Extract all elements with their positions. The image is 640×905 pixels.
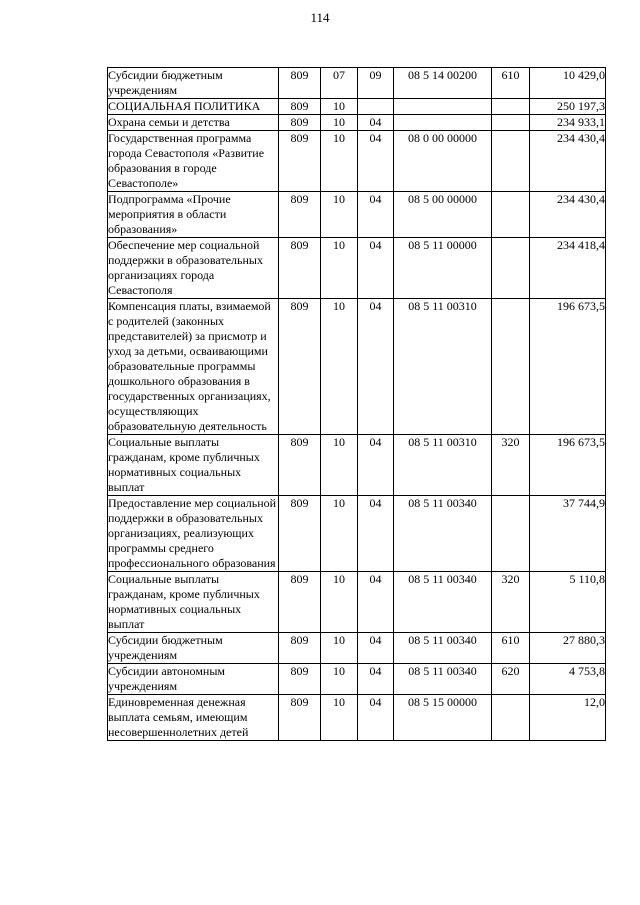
row-ved: 809 <box>279 572 321 633</box>
row-amount: 37 744,9 <box>530 496 606 572</box>
row-pr: 04 <box>358 192 394 238</box>
row-ved: 809 <box>279 435 321 496</box>
row-name: Компенсация платы, взимаемой с родителей (законных представителей) за присмотр и уход за детьми, осваивающими образовательные программы дошкольного образования в государственных организациях, осуществляющих образовательную деятельность <box>108 299 279 435</box>
row-rz: 10 <box>321 572 358 633</box>
row-vr <box>492 496 530 572</box>
row-amount: 4 753,8 <box>530 664 606 695</box>
row-pr: 04 <box>358 633 394 664</box>
row-csr: 08 5 11 00340 <box>394 664 492 695</box>
budget-table-body <box>108 68 606 741</box>
row-name: Предоставление мер социальной поддержки в образовательных организациях, реализующих программы среднего профессионального образования <box>108 496 279 572</box>
row-ved: 809 <box>279 131 321 192</box>
row-vr: 620 <box>492 664 530 695</box>
row-amount: 196 673,5 <box>530 299 606 435</box>
row-amount: 27 880,3 <box>530 633 606 664</box>
table-row <box>108 695 606 741</box>
row-name: Подпрограмма «Прочие мероприятия в области образования» <box>108 192 279 238</box>
row-name: Государственная программа города Севастополя «Развитие образования в городе Севастополе» <box>108 131 279 192</box>
row-csr: 08 0 00 00000 <box>394 131 492 192</box>
row-ved: 809 <box>279 695 321 741</box>
row-rz: 10 <box>321 238 358 299</box>
row-rz: 10 <box>321 664 358 695</box>
row-name: Охрана семьи и детства <box>108 115 279 131</box>
row-name: Обеспечение мер социальной поддержки в образовательных организациях города Севастополя <box>108 238 279 299</box>
row-pr: 04 <box>358 131 394 192</box>
row-vr <box>492 299 530 435</box>
row-pr: 04 <box>358 572 394 633</box>
table-row <box>108 633 606 664</box>
table-row <box>108 115 606 131</box>
row-ved: 809 <box>279 115 321 131</box>
row-pr: 09 <box>358 68 394 99</box>
table-row <box>108 192 606 238</box>
table-row <box>108 496 606 572</box>
row-rz: 10 <box>321 131 358 192</box>
row-csr: 08 5 11 00000 <box>394 238 492 299</box>
row-rz: 10 <box>321 192 358 238</box>
row-amount: 234 418,4 <box>530 238 606 299</box>
row-ved: 809 <box>279 238 321 299</box>
row-rz: 10 <box>321 99 358 115</box>
row-ved: 809 <box>279 299 321 435</box>
row-amount: 234 430,4 <box>530 131 606 192</box>
row-ved: 809 <box>279 633 321 664</box>
row-vr <box>492 695 530 741</box>
row-vr: 610 <box>492 68 530 99</box>
row-name: Субсидии бюджетным учреждениям <box>108 68 279 99</box>
row-pr <box>358 99 394 115</box>
row-amount: 12,0 <box>530 695 606 741</box>
row-csr <box>394 99 492 115</box>
row-amount: 250 197,3 <box>530 99 606 115</box>
row-csr: 08 5 11 00310 <box>394 435 492 496</box>
row-pr: 04 <box>358 115 394 131</box>
row-vr <box>492 131 530 192</box>
row-csr: 08 5 00 00000 <box>394 192 492 238</box>
row-pr: 04 <box>358 435 394 496</box>
row-pr: 04 <box>358 496 394 572</box>
row-name: СОЦИАЛЬНАЯ ПОЛИТИКА <box>108 99 279 115</box>
row-vr: 610 <box>492 633 530 664</box>
row-csr: 08 5 11 00340 <box>394 496 492 572</box>
row-vr: 320 <box>492 572 530 633</box>
row-vr <box>492 99 530 115</box>
row-vr <box>492 115 530 131</box>
row-pr: 04 <box>358 695 394 741</box>
table-row <box>108 131 606 192</box>
budget-table <box>107 67 606 741</box>
row-rz: 10 <box>321 435 358 496</box>
page-number: 114 <box>310 10 330 25</box>
table-row <box>108 664 606 695</box>
row-pr: 04 <box>358 664 394 695</box>
row-vr <box>492 192 530 238</box>
row-rz: 07 <box>321 68 358 99</box>
table-row <box>108 238 606 299</box>
row-ved: 809 <box>279 68 321 99</box>
row-csr: 08 5 14 00200 <box>394 68 492 99</box>
table-row <box>108 299 606 435</box>
row-amount: 196 673,5 <box>530 435 606 496</box>
row-vr: 320 <box>492 435 530 496</box>
row-vr <box>492 238 530 299</box>
table-row <box>108 68 606 99</box>
row-name: Единовременная денежная выплата семьям, имеющим несовершеннолетних детей <box>108 695 279 741</box>
row-name: Субсидии бюджетным учреждениям <box>108 633 279 664</box>
row-rz: 10 <box>321 496 358 572</box>
row-csr <box>394 115 492 131</box>
row-amount: 10 429,0 <box>530 68 606 99</box>
row-amount: 234 933,1 <box>530 115 606 131</box>
row-name: Социальные выплаты гражданам, кроме публичных нормативных социальных выплат <box>108 435 279 496</box>
row-ved: 809 <box>279 664 321 695</box>
row-name: Социальные выплаты гражданам, кроме публичных нормативных социальных выплат <box>108 572 279 633</box>
row-pr: 04 <box>358 238 394 299</box>
row-rz: 10 <box>321 115 358 131</box>
table-row <box>108 99 606 115</box>
row-csr: 08 5 11 00340 <box>394 633 492 664</box>
table-row <box>108 435 606 496</box>
row-rz: 10 <box>321 633 358 664</box>
row-ved: 809 <box>279 496 321 572</box>
table-row <box>108 572 606 633</box>
row-rz: 10 <box>321 299 358 435</box>
row-ved: 809 <box>279 99 321 115</box>
row-csr: 08 5 15 00000 <box>394 695 492 741</box>
row-csr: 08 5 11 00310 <box>394 299 492 435</box>
row-pr: 04 <box>358 299 394 435</box>
row-ved: 809 <box>279 192 321 238</box>
row-rz: 10 <box>321 695 358 741</box>
row-amount: 234 430,4 <box>530 192 606 238</box>
row-name: Субсидии автономным учреждениям <box>108 664 279 695</box>
row-amount: 5 110,8 <box>530 572 606 633</box>
row-csr: 08 5 11 00340 <box>394 572 492 633</box>
